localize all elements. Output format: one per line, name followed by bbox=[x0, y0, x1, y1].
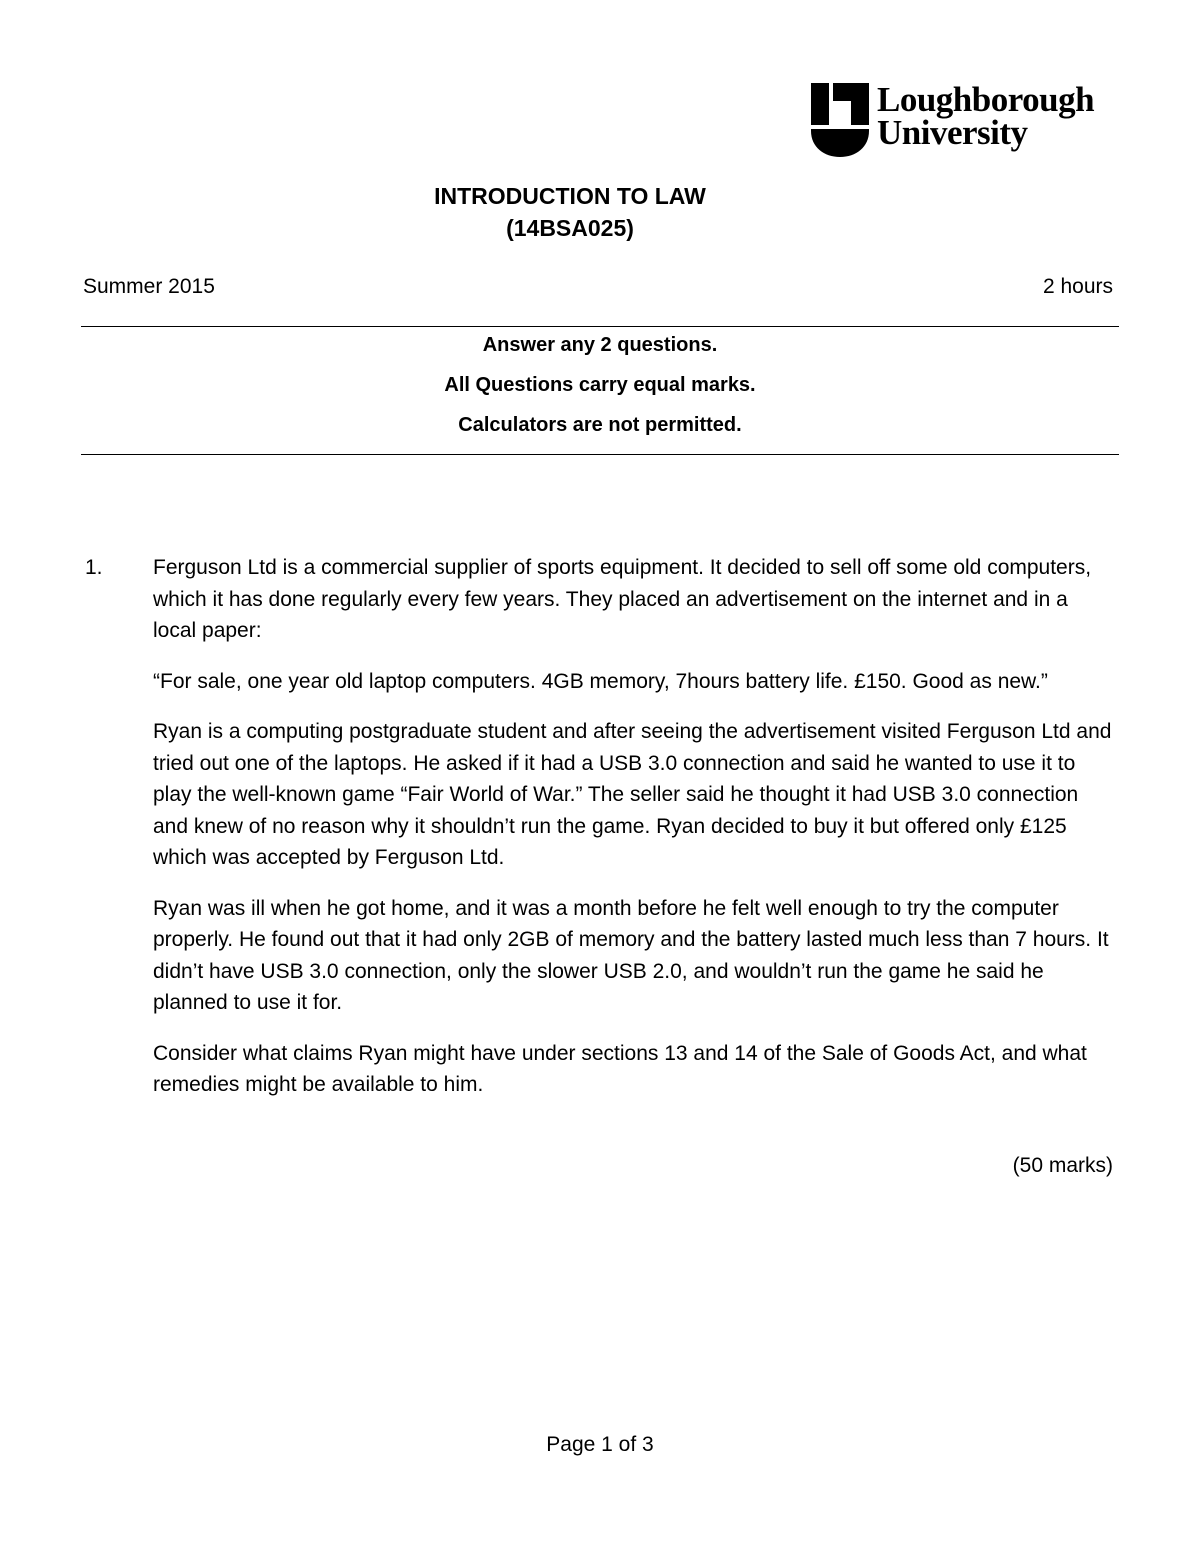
exam-title: INTRODUCTION TO LAW bbox=[434, 183, 706, 209]
question-paragraph: Ferguson Ltd is a commercial supplier of sports equipment. It decided to sell off some old computers, which it has done regularly every few years. They placed an advertisement on the internet and in a local paper: bbox=[153, 556, 1092, 642]
question-body bbox=[153, 552, 1115, 1120]
divider-bottom bbox=[81, 454, 1119, 455]
question-marks: (50 marks) bbox=[1012, 1154, 1113, 1177]
question-number: 1. bbox=[85, 556, 103, 579]
divider-top bbox=[81, 326, 1119, 327]
shield-logo-icon bbox=[811, 83, 869, 157]
question-paragraph: “For sale, one year old laptop computers. 4GB memory, 7hours battery life. £150. Good as new.” bbox=[153, 669, 1048, 693]
logo-wordmark bbox=[877, 80, 1095, 152]
exam-duration: 2 hours bbox=[1042, 275, 1113, 298]
module-code: (14BSA025) bbox=[506, 215, 634, 241]
instruction-line: Answer any 2 questions. bbox=[482, 334, 718, 356]
question-paragraph: Consider what claims Ryan might have under sections 13 and 14 of the Sale of Goods Act, and what remedies might be available to him. bbox=[153, 1041, 1087, 1096]
question-paragraph: Ryan is a computing postgraduate student and after seeing the advertisement visited Ferguson Ltd and tried out one of the laptops. He asked if it had a USB 3.0 connection and said he wanted to use it to play the well-known game “Fair World of War.” The seller said he thought it had USB 3.0 connection and knew of no reason why it shouldn’t run the game. Ryan decided to buy it but offered only £125 which was accepted by Ferguson Ltd. bbox=[153, 720, 1112, 869]
university-logo bbox=[811, 80, 1121, 157]
page-number: Page 1 of 3 bbox=[546, 1433, 654, 1456]
logo-line-2: University bbox=[877, 113, 1028, 152]
logo-line-1: Loughborough bbox=[877, 80, 1095, 119]
instruction-line: All Questions carry equal marks. bbox=[444, 374, 756, 396]
exam-session: Summer 2015 bbox=[83, 275, 215, 298]
instruction-line: Calculators are not permitted. bbox=[458, 414, 742, 436]
question-paragraph: Ryan was ill when he got home, and it was a month before he felt well enough to try the computer properly. He found out that it had only 2GB of memory and the battery lasted much less than 7 hours. It didn’t have USB 3.0 connection, only the slower USB 2.0, and wouldn’t run the game he said he planned to use it for. bbox=[153, 896, 1109, 1014]
